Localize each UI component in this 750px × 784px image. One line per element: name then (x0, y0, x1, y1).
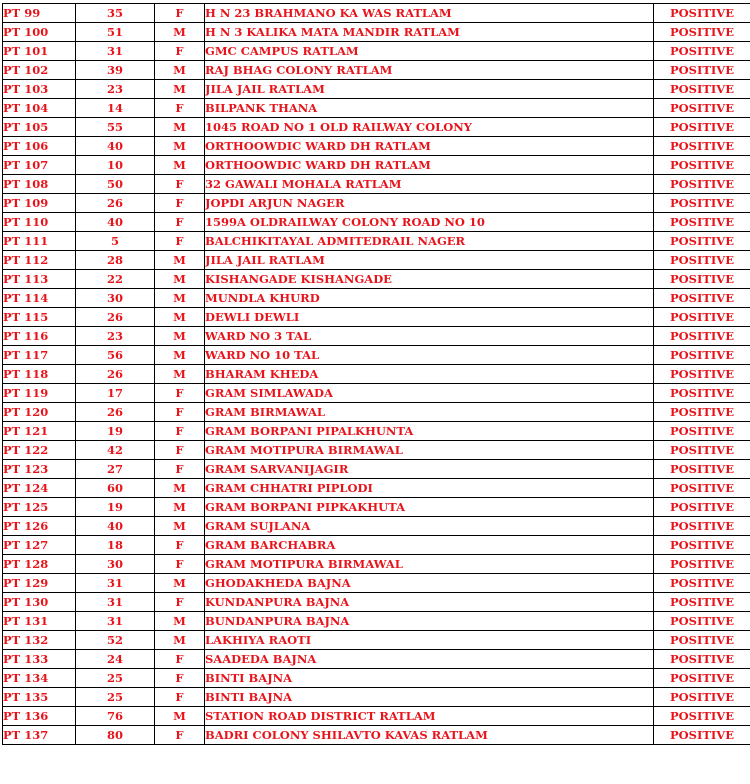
address-cell: GMC CAMPUS RATLAM (205, 42, 654, 61)
age-cell: 19 (76, 498, 155, 517)
sex-cell: F (155, 175, 205, 194)
result-cell: POSITIVE (654, 593, 750, 612)
age-cell: 31 (76, 612, 155, 631)
address-cell: LAKHIYA RAOTI (205, 631, 654, 650)
address-cell: GRAM SUJLANA (205, 517, 654, 536)
age-cell: 40 (76, 213, 155, 232)
patient-id-cell: PT 131 (3, 612, 76, 631)
address-cell: KISHANGADE KISHANGADE (205, 270, 654, 289)
table-row (3, 365, 750, 384)
result-cell: POSITIVE (654, 441, 750, 460)
address-cell: ORTHOOWDIC WARD DH RATLAM (205, 137, 654, 156)
table-row (3, 422, 750, 441)
patient-id-cell: PT 116 (3, 327, 76, 346)
patient-id-cell: PT 108 (3, 175, 76, 194)
sex-cell: F (155, 650, 205, 669)
address-cell: GRAM SIMLAWADA (205, 384, 654, 403)
address-cell: 32 GAWALI MOHALA RATLAM (205, 175, 654, 194)
age-cell: 26 (76, 194, 155, 213)
patient-id-cell: PT 110 (3, 213, 76, 232)
age-cell: 24 (76, 650, 155, 669)
patient-id-cell: PT 129 (3, 574, 76, 593)
age-cell: 25 (76, 688, 155, 707)
address-cell: GRAM BORPANI PIPKAKHUTA (205, 498, 654, 517)
sex-cell: M (155, 365, 205, 384)
sex-cell: M (155, 251, 205, 270)
address-cell: DEWLI DEWLI (205, 308, 654, 327)
age-cell: 28 (76, 251, 155, 270)
age-cell: 30 (76, 289, 155, 308)
result-cell: POSITIVE (654, 384, 750, 403)
sex-cell: F (155, 460, 205, 479)
address-cell: BINTI BAJNA (205, 669, 654, 688)
patient-id-cell: PT 127 (3, 536, 76, 555)
patient-id-cell: PT 124 (3, 479, 76, 498)
result-cell: POSITIVE (654, 536, 750, 555)
table-row (3, 137, 750, 156)
address-cell: 1599A OLDRAILWAY COLONY ROAD NO 10 (205, 213, 654, 232)
address-cell: WARD NO 3 TAL (205, 327, 654, 346)
address-cell: MUNDLA KHURD (205, 289, 654, 308)
address-cell: RAJ BHAG COLONY RATLAM (205, 61, 654, 80)
address-cell: BINTI BAJNA (205, 688, 654, 707)
sex-cell: M (155, 574, 205, 593)
sex-cell: M (155, 498, 205, 517)
address-cell: GRAM CHHATRI PIPLODI (205, 479, 654, 498)
patient-id-cell: PT 123 (3, 460, 76, 479)
sex-cell: M (155, 270, 205, 289)
result-cell: POSITIVE (654, 460, 750, 479)
address-cell: 1045 ROAD NO 1 OLD RAILWAY COLONY (205, 118, 654, 137)
table-row (3, 232, 750, 251)
result-cell: POSITIVE (654, 555, 750, 574)
table-row (3, 517, 750, 536)
address-cell: BADRI COLONY SHILAVTO KAVAS RATLAM (205, 726, 654, 745)
result-cell: POSITIVE (654, 270, 750, 289)
table-row (3, 327, 750, 346)
sex-cell: M (155, 23, 205, 42)
sex-cell: F (155, 593, 205, 612)
patient-id-cell: PT 103 (3, 80, 76, 99)
age-cell: 35 (76, 4, 155, 23)
table-row (3, 707, 750, 726)
patient-id-cell: PT 132 (3, 631, 76, 650)
patient-id-cell: PT 104 (3, 99, 76, 118)
sex-cell: M (155, 80, 205, 99)
table-row (3, 175, 750, 194)
patient-id-cell: PT 130 (3, 593, 76, 612)
result-cell: POSITIVE (654, 346, 750, 365)
address-cell: SAADEDA BAJNA (205, 650, 654, 669)
table-row (3, 61, 750, 80)
age-cell: 18 (76, 536, 155, 555)
sex-cell: F (155, 555, 205, 574)
table-row (3, 460, 750, 479)
patient-id-cell: PT 99 (3, 4, 76, 23)
sex-cell: M (155, 289, 205, 308)
result-cell: POSITIVE (654, 327, 750, 346)
table-row (3, 669, 750, 688)
result-cell: POSITIVE (654, 232, 750, 251)
address-cell: GRAM BIRMAWAL (205, 403, 654, 422)
patient-id-cell: PT 105 (3, 118, 76, 137)
age-cell: 40 (76, 517, 155, 536)
table-row (3, 80, 750, 99)
result-cell: POSITIVE (654, 308, 750, 327)
table-row (3, 346, 750, 365)
patient-id-cell: PT 106 (3, 137, 76, 156)
patient-id-cell: PT 113 (3, 270, 76, 289)
address-cell: GRAM BORPANI PIPALKHUNTA (205, 422, 654, 441)
address-cell: H N 3 KALIKA MATA MANDIR RATLAM (205, 23, 654, 42)
result-cell: POSITIVE (654, 42, 750, 61)
result-cell: POSITIVE (654, 23, 750, 42)
age-cell: 22 (76, 270, 155, 289)
sex-cell: F (155, 422, 205, 441)
patient-id-cell: PT 109 (3, 194, 76, 213)
age-cell: 60 (76, 479, 155, 498)
age-cell: 17 (76, 384, 155, 403)
result-cell: POSITIVE (654, 289, 750, 308)
age-cell: 25 (76, 669, 155, 688)
table-row (3, 441, 750, 460)
table-row (3, 612, 750, 631)
patient-id-cell: PT 111 (3, 232, 76, 251)
table-row (3, 42, 750, 61)
patient-id-cell: PT 121 (3, 422, 76, 441)
result-cell: POSITIVE (654, 612, 750, 631)
result-cell: POSITIVE (654, 194, 750, 213)
age-cell: 27 (76, 460, 155, 479)
sex-cell: M (155, 327, 205, 346)
address-cell: ORTHOOWDIC WARD DH RATLAM (205, 156, 654, 175)
result-cell: POSITIVE (654, 251, 750, 270)
patient-id-cell: PT 136 (3, 707, 76, 726)
table-row (3, 555, 750, 574)
address-cell: JILA JAIL RATLAM (205, 251, 654, 270)
table-row (3, 631, 750, 650)
age-cell: 10 (76, 156, 155, 175)
address-cell: GHODAKHEDA BAJNA (205, 574, 654, 593)
age-cell: 31 (76, 574, 155, 593)
sex-cell: F (155, 536, 205, 555)
result-cell: POSITIVE (654, 574, 750, 593)
age-cell: 31 (76, 42, 155, 61)
patient-id-cell: PT 117 (3, 346, 76, 365)
sex-cell: F (155, 403, 205, 422)
patient-id-cell: PT 115 (3, 308, 76, 327)
result-cell: POSITIVE (654, 631, 750, 650)
age-cell: 42 (76, 441, 155, 460)
result-cell: POSITIVE (654, 517, 750, 536)
result-cell: POSITIVE (654, 669, 750, 688)
sex-cell: M (155, 517, 205, 536)
age-cell: 40 (76, 137, 155, 156)
age-cell: 19 (76, 422, 155, 441)
patient-id-cell: PT 126 (3, 517, 76, 536)
result-cell: POSITIVE (654, 99, 750, 118)
sex-cell: M (155, 479, 205, 498)
result-cell: POSITIVE (654, 479, 750, 498)
address-cell: GRAM MOTIPURA BIRMAWAL (205, 555, 654, 574)
table-row (3, 479, 750, 498)
sex-cell: F (155, 441, 205, 460)
table-row (3, 23, 750, 42)
table-row (3, 726, 750, 745)
age-cell: 52 (76, 631, 155, 650)
patient-id-cell: PT 135 (3, 688, 76, 707)
patient-id-cell: PT 118 (3, 365, 76, 384)
age-cell: 26 (76, 403, 155, 422)
patient-id-cell: PT 134 (3, 669, 76, 688)
age-cell: 26 (76, 365, 155, 384)
age-cell: 76 (76, 707, 155, 726)
patient-id-cell: PT 114 (3, 289, 76, 308)
result-cell: POSITIVE (654, 213, 750, 232)
age-cell: 51 (76, 23, 155, 42)
address-cell: WARD NO 10 TAL (205, 346, 654, 365)
sex-cell: M (155, 707, 205, 726)
result-cell: POSITIVE (654, 61, 750, 80)
address-cell: GRAM BARCHABRA (205, 536, 654, 555)
result-cell: POSITIVE (654, 688, 750, 707)
sex-cell: F (155, 384, 205, 403)
patient-id-cell: PT 120 (3, 403, 76, 422)
age-cell: 23 (76, 80, 155, 99)
sex-cell: F (155, 42, 205, 61)
patient-id-cell: PT 107 (3, 156, 76, 175)
address-cell: GRAM SARVANIJAGIR (205, 460, 654, 479)
result-cell: POSITIVE (654, 498, 750, 517)
age-cell: 30 (76, 555, 155, 574)
table-row (3, 498, 750, 517)
patient-table (2, 3, 750, 745)
table-row (3, 593, 750, 612)
sex-cell: M (155, 612, 205, 631)
sex-cell: M (155, 137, 205, 156)
sex-cell: F (155, 213, 205, 232)
result-cell: POSITIVE (654, 707, 750, 726)
result-cell: POSITIVE (654, 650, 750, 669)
sex-cell: M (155, 346, 205, 365)
result-cell: POSITIVE (654, 365, 750, 384)
sex-cell: F (155, 99, 205, 118)
result-cell: POSITIVE (654, 80, 750, 99)
sex-cell: M (155, 631, 205, 650)
table-row (3, 384, 750, 403)
patient-id-cell: PT 119 (3, 384, 76, 403)
age-cell: 31 (76, 593, 155, 612)
table-row (3, 194, 750, 213)
table-row (3, 650, 750, 669)
address-cell: BHARAM KHEDA (205, 365, 654, 384)
table-row (3, 4, 750, 23)
address-cell: STATION ROAD DISTRICT RATLAM (205, 707, 654, 726)
age-cell: 5 (76, 232, 155, 251)
sex-cell: F (155, 232, 205, 251)
age-cell: 39 (76, 61, 155, 80)
table-row (3, 213, 750, 232)
table-row (3, 574, 750, 593)
patient-id-cell: PT 125 (3, 498, 76, 517)
age-cell: 55 (76, 118, 155, 137)
table-row (3, 308, 750, 327)
patient-id-cell: PT 137 (3, 726, 76, 745)
result-cell: POSITIVE (654, 422, 750, 441)
age-cell: 26 (76, 308, 155, 327)
patient-id-cell: PT 133 (3, 650, 76, 669)
table-row (3, 156, 750, 175)
patient-id-cell: PT 112 (3, 251, 76, 270)
patient-table-body (3, 4, 750, 745)
table-row (3, 536, 750, 555)
patient-id-cell: PT 101 (3, 42, 76, 61)
age-cell: 80 (76, 726, 155, 745)
table-row (3, 403, 750, 422)
sex-cell: F (155, 688, 205, 707)
address-cell: BUNDANPURA BAJNA (205, 612, 654, 631)
result-cell: POSITIVE (654, 137, 750, 156)
table-row (3, 118, 750, 137)
table-row (3, 251, 750, 270)
age-cell: 56 (76, 346, 155, 365)
patient-id-cell: PT 122 (3, 441, 76, 460)
result-cell: POSITIVE (654, 118, 750, 137)
table-row (3, 688, 750, 707)
age-cell: 23 (76, 327, 155, 346)
address-cell: H N 23 BRAHMANO KA WAS RATLAM (205, 4, 654, 23)
sex-cell: F (155, 726, 205, 745)
age-cell: 50 (76, 175, 155, 194)
result-cell: POSITIVE (654, 403, 750, 422)
result-cell: POSITIVE (654, 4, 750, 23)
address-cell: BILPANK THANA (205, 99, 654, 118)
address-cell: JILA JAIL RATLAM (205, 80, 654, 99)
sex-cell: M (155, 118, 205, 137)
address-cell: KUNDANPURA BAJNA (205, 593, 654, 612)
sex-cell: F (155, 4, 205, 23)
patient-id-cell: PT 102 (3, 61, 76, 80)
sex-cell: M (155, 156, 205, 175)
table-row (3, 99, 750, 118)
age-cell: 14 (76, 99, 155, 118)
sex-cell: F (155, 194, 205, 213)
sex-cell: M (155, 308, 205, 327)
sex-cell: M (155, 61, 205, 80)
table-row (3, 289, 750, 308)
patient-id-cell: PT 100 (3, 23, 76, 42)
address-cell: GRAM MOTIPURA BIRMAWAL (205, 441, 654, 460)
address-cell: BALCHIKITAYAL ADMITEDRAIL NAGER (205, 232, 654, 251)
patient-id-cell: PT 128 (3, 555, 76, 574)
result-cell: POSITIVE (654, 175, 750, 194)
result-cell: POSITIVE (654, 726, 750, 745)
table-row (3, 270, 750, 289)
address-cell: JOPDI ARJUN NAGER (205, 194, 654, 213)
sex-cell: F (155, 669, 205, 688)
result-cell: POSITIVE (654, 156, 750, 175)
